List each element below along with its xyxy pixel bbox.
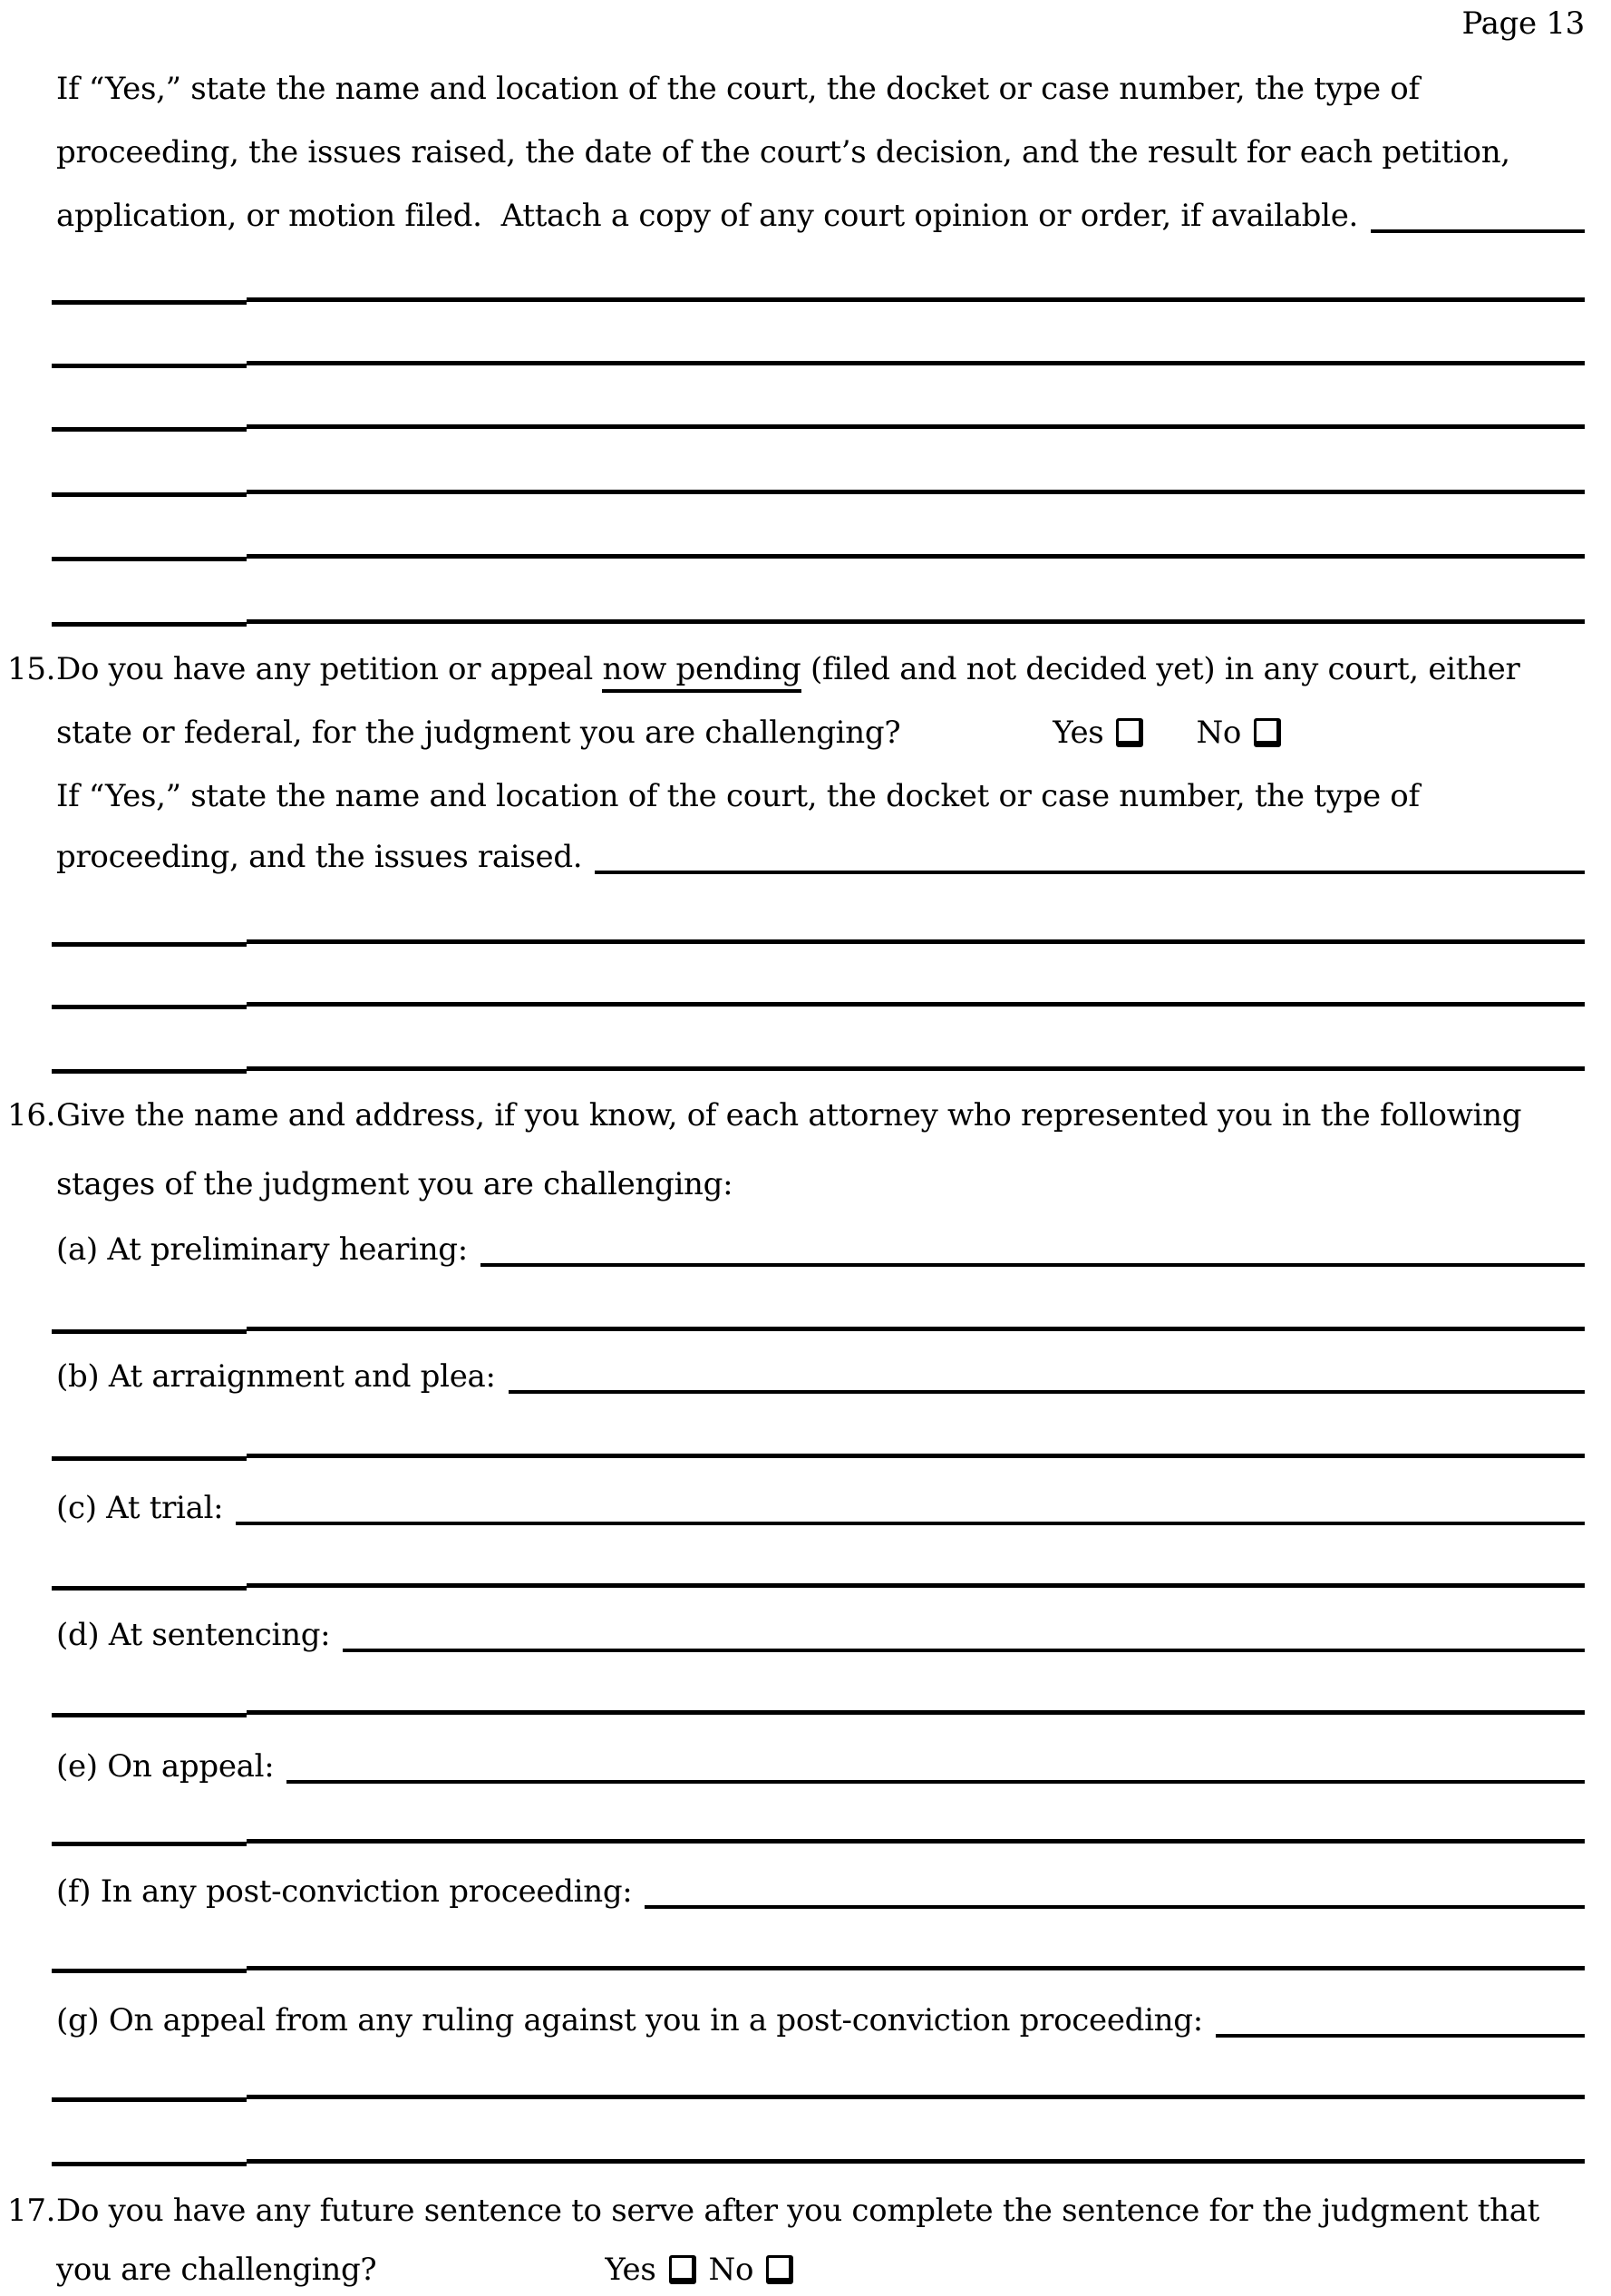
- answer-line[interactable]: [52, 2095, 1585, 2104]
- question-16-number: 16.: [7, 1097, 56, 1133]
- item-label: (a) At preliminary hearing:: [56, 1231, 468, 1268]
- no-label: No: [1196, 715, 1242, 751]
- answer-line[interactable]: [343, 1649, 1585, 1652]
- question-15: [7, 647, 1585, 691]
- answer-line[interactable]: [52, 490, 1585, 499]
- page-number: Page 13: [1461, 5, 1585, 42]
- answer-line[interactable]: [52, 1002, 1585, 1011]
- now-pending-underlined-text: now pending: [602, 651, 801, 693]
- answer-line[interactable]: [509, 1390, 1585, 1394]
- intro-paragraph: [56, 131, 1585, 174]
- item-label: (f) In any post-conviction proceeding:: [56, 1873, 633, 1910]
- question-16-item-b: [56, 1355, 1585, 1398]
- answer-line[interactable]: [52, 1839, 1585, 1848]
- question-17: [7, 2189, 1585, 2233]
- intro-line-2: proceeding, the issues raised, the date of the court’s decision, and the result for each petition,: [56, 134, 1510, 170]
- answer-line[interactable]: [236, 1522, 1585, 1525]
- intro-paragraph: [56, 194, 1585, 238]
- item-label: (c) At trial:: [56, 1490, 224, 1526]
- answer-line[interactable]: [52, 1066, 1585, 1075]
- answer-line[interactable]: [286, 1780, 1585, 1784]
- question-17-line-2: you are challenging? Yes No: [56, 2248, 1585, 2291]
- item-label: (e) On appeal:: [56, 1748, 275, 1785]
- answer-line[interactable]: [595, 871, 1585, 874]
- question-16-item-a: [56, 1228, 1585, 1271]
- answer-line[interactable]: [52, 424, 1585, 433]
- intro-paragraph: [56, 67, 1585, 111]
- answer-line[interactable]: [52, 1454, 1585, 1463]
- yes-label: Yes: [1053, 715, 1104, 751]
- answer-line[interactable]: [52, 1966, 1585, 1975]
- no-label: No: [708, 2252, 754, 2288]
- question-15-line-3: If “Yes,” state the name and location of the court, the docket or case number, the type of: [56, 778, 1420, 814]
- answer-line[interactable]: [52, 554, 1585, 563]
- question-16-item-g: [56, 1999, 1585, 2042]
- question-16-line-2: stages of the judgment you are challenging:: [56, 1166, 733, 1202]
- question-17-number: 17.: [7, 2193, 56, 2229]
- question-16-item-f: [56, 1870, 1585, 1913]
- item-label: (g) On appeal from any ruling against you in a post-conviction proceeding:: [56, 2002, 1203, 2038]
- question-15-line-1: Do you have any petition or appeal now pending (filed and not decided yet) in any court, either: [56, 647, 1519, 691]
- answer-line[interactable]: [52, 1327, 1585, 1336]
- no-checkbox[interactable]: [1254, 718, 1281, 747]
- page-header: [56, 2, 1585, 45]
- answer-line[interactable]: [52, 939, 1585, 949]
- intro-line-1: If “Yes,” state the name and location of the court, the docket or case number, the type of: [56, 71, 1420, 107]
- answer-line[interactable]: [1371, 229, 1585, 233]
- no-checkbox[interactable]: [766, 2255, 793, 2284]
- answer-line[interactable]: [52, 361, 1585, 370]
- question-16-item-e: [56, 1745, 1585, 1788]
- question-16-line-1: Give the name and address, if you know, of each attorney who represented you in the following: [56, 1097, 1522, 1133]
- question-15-number: 15.: [7, 651, 56, 687]
- answer-line[interactable]: [645, 1905, 1585, 1909]
- intro-line-3: application, or motion filed. Attach a copy of any court opinion or order, if available.: [56, 198, 1359, 234]
- answer-line[interactable]: [52, 619, 1585, 628]
- answer-line[interactable]: [1216, 2034, 1585, 2038]
- yes-label: Yes: [605, 2252, 656, 2288]
- question-15-line-2: state or federal, for the judgment you are challenging? Yes No: [56, 711, 1585, 754]
- item-label: (d) At sentencing:: [56, 1617, 331, 1653]
- answer-line[interactable]: [52, 1710, 1585, 1719]
- question-16-item-c: [56, 1486, 1585, 1530]
- yes-checkbox[interactable]: [1116, 718, 1143, 747]
- answer-line[interactable]: [52, 1583, 1585, 1592]
- answer-line[interactable]: [52, 2159, 1585, 2168]
- yes-checkbox[interactable]: [669, 2255, 696, 2284]
- question-16-item-d: [56, 1613, 1585, 1657]
- question-16: [7, 1094, 1585, 1137]
- item-label: (b) At arraignment and plea:: [56, 1358, 496, 1395]
- answer-line[interactable]: [52, 297, 1585, 306]
- question-15-line-4: proceeding, and the issues raised.: [56, 835, 1585, 879]
- question-17-line-1: Do you have any future sentence to serve after you complete the sentence for the judgment that: [56, 2193, 1540, 2229]
- answer-line[interactable]: [480, 1263, 1585, 1267]
